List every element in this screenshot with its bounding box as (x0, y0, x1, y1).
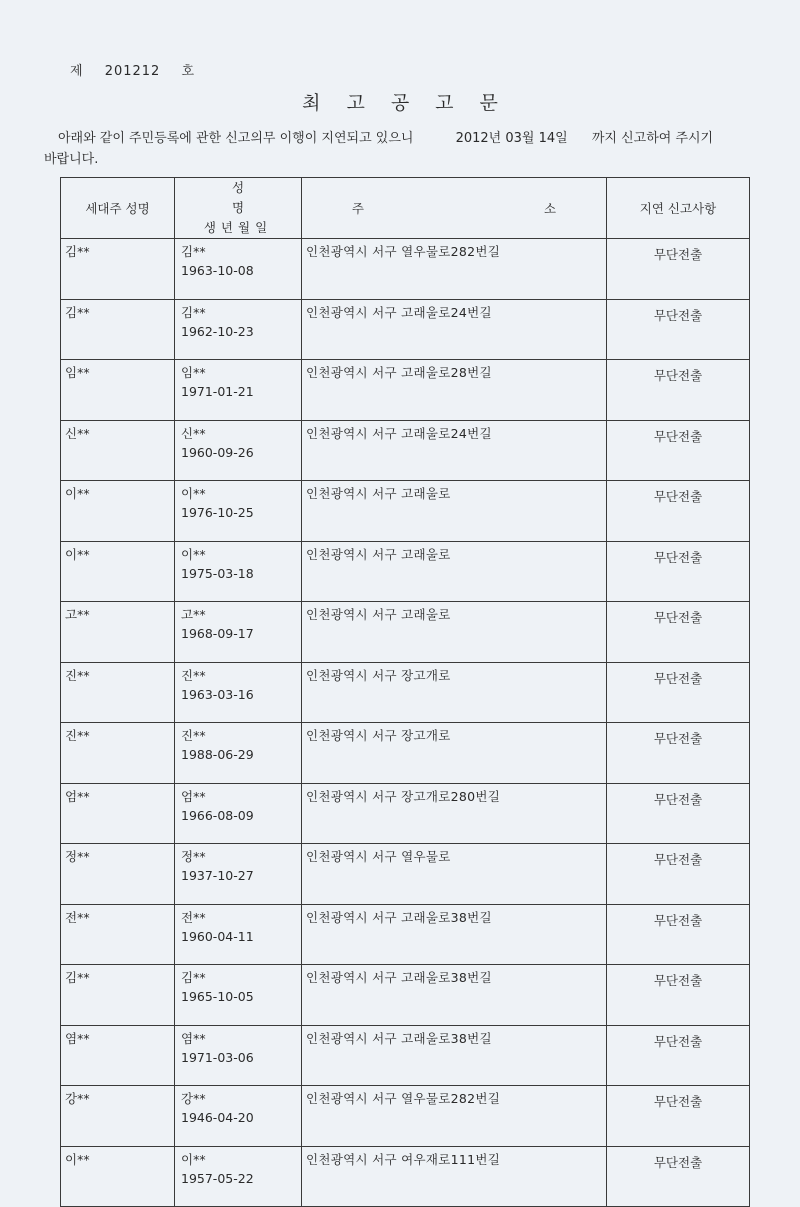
table-row (61, 481, 750, 542)
table-row (61, 1025, 750, 1086)
table-row (61, 541, 750, 602)
cell-head-of-household: 염** (61, 1025, 175, 1086)
cell-item: 무단전출 (607, 904, 750, 965)
cell-address: 인천광역시 서구 고래울로 (302, 541, 607, 602)
cell-name-dob (175, 965, 302, 1026)
cell-name-dob (175, 299, 302, 360)
cell-name: 이** (181, 486, 206, 501)
cell-head-of-household: 강** (61, 1086, 175, 1147)
cell-item: 무단전출 (607, 723, 750, 784)
cell-name-dob (175, 541, 302, 602)
cell-address: 인천광역시 서구 여우재로111번길 (302, 1146, 607, 1207)
table-row (61, 904, 750, 965)
cell-dob: 1960-04-11 (181, 928, 254, 944)
deadline-date: 2012년 03월 14일 (455, 131, 568, 146)
cell-item: 무단전출 (607, 541, 750, 602)
cell-address: 인천광역시 서구 고래울로24번길 (302, 299, 607, 360)
cell-address: 인천광역시 서구 장고개로 (302, 662, 607, 723)
cell-item: 무단전출 (607, 299, 750, 360)
intro-text-2: 까지 신고하여 주시기 (591, 131, 714, 146)
cell-address: 인천광역시 서구 고래울로 (302, 481, 607, 542)
document-number-suffix: 호 (181, 64, 196, 79)
cell-item: 무단전출 (607, 1086, 750, 1147)
table-row (61, 360, 750, 421)
cell-item: 무단전출 (607, 239, 750, 300)
cell-item: 무단전출 (607, 360, 750, 421)
cell-item: 무단전출 (607, 965, 750, 1026)
cell-dob: 1937-10-27 (181, 868, 254, 883)
cell-name: 엄** (181, 788, 206, 804)
header-name-dob (175, 178, 302, 239)
cell-dob: 1963-03-16 (181, 686, 254, 702)
cell-name: 진** (181, 728, 206, 743)
header-address-right: 소 (544, 201, 557, 216)
cell-item: 무단전출 (607, 662, 750, 723)
cell-name: 고** (181, 607, 206, 622)
header-name: 성명 (231, 180, 297, 215)
cell-address: 인천광역시 서구 열우물로282번길 (302, 239, 607, 300)
cell-name: 진** (181, 667, 206, 683)
table-header-row (61, 178, 750, 239)
document-number (70, 60, 195, 79)
cell-name: 김** (181, 970, 206, 985)
cell-item: 무단전출 (607, 420, 750, 481)
cell-dob: 1966-08-09 (181, 807, 254, 823)
header-address-left: 주 (351, 201, 364, 216)
cell-address: 인천광역시 서구 고래울로 (302, 602, 607, 663)
cell-name: 이** (181, 1151, 206, 1167)
cell-head-of-household: 김** (61, 239, 175, 300)
cell-dob: 1946-04-20 (181, 1110, 254, 1125)
cell-dob: 1971-01-21 (181, 384, 254, 399)
table-row (61, 723, 750, 784)
cell-dob: 1988-06-29 (181, 747, 254, 762)
cell-name: 강** (181, 1091, 206, 1106)
cell-head-of-household: 진** (61, 723, 175, 784)
cell-item: 무단전출 (607, 1025, 750, 1086)
cell-dob: 1960-09-26 (181, 444, 254, 460)
cell-name: 전** (181, 909, 206, 925)
table-row (61, 662, 750, 723)
cell-head-of-household: 김** (61, 965, 175, 1026)
cell-head-of-household: 엄** (61, 783, 175, 844)
cell-name: 염** (181, 1030, 206, 1046)
cell-head-of-household: 이** (61, 1146, 175, 1207)
cell-name-dob (175, 844, 302, 905)
cell-dob: 1975-03-18 (181, 565, 254, 581)
cell-address: 인천광역시 서구 장고개로280번길 (302, 783, 607, 844)
cell-address: 인천광역시 서구 고래울로38번길 (302, 965, 607, 1026)
cell-item: 무단전출 (607, 844, 750, 905)
cell-item: 무단전출 (607, 1146, 750, 1207)
cell-name-dob (175, 1146, 302, 1207)
header-dob: 생년월일 (203, 220, 273, 235)
cell-name-dob (175, 602, 302, 663)
cell-dob: 1976-10-25 (181, 505, 254, 520)
header-item: 지연 신고사항 (607, 178, 750, 239)
cell-dob: 1968-09-17 (181, 626, 254, 641)
table-row (61, 844, 750, 905)
cell-head-of-household: 고** (61, 602, 175, 663)
cell-address: 인천광역시 서구 열우물로282번길 (302, 1086, 607, 1147)
table-row (61, 602, 750, 663)
cell-head-of-household: 진** (61, 662, 175, 723)
cell-name: 김** (181, 304, 206, 320)
table-row (61, 239, 750, 300)
table-row (61, 420, 750, 481)
cell-name-dob (175, 420, 302, 481)
header-head-of-household: 세대주 성명 (61, 178, 175, 239)
cell-name-dob (175, 1086, 302, 1147)
cell-address: 인천광역시 서구 고래울로38번길 (302, 904, 607, 965)
cell-address: 인천광역시 서구 열우물로 (302, 844, 607, 905)
cell-head-of-household: 이** (61, 481, 175, 542)
cell-address: 인천광역시 서구 고래울로38번길 (302, 1025, 607, 1086)
cell-address: 인천광역시 서구 고래울로24번길 (302, 420, 607, 481)
cell-name: 임** (181, 365, 206, 380)
cell-item: 무단전출 (607, 783, 750, 844)
cell-head-of-household: 신** (61, 420, 175, 481)
cell-name: 신** (181, 425, 206, 441)
roster-table (60, 177, 750, 1207)
cell-address: 인천광역시 서구 고래울로28번길 (302, 360, 607, 421)
cell-dob: 1963-10-08 (181, 263, 254, 278)
table-row (61, 965, 750, 1026)
cell-dob: 1971-03-06 (181, 1049, 254, 1065)
cell-name-dob (175, 723, 302, 784)
intro-text: 아래와 같이 주민등록에 관한 신고의무 이행이 지연되고 있으니 (58, 131, 414, 146)
cell-name: 김** (181, 244, 206, 259)
intro-text-3: 바랍니다. (44, 152, 99, 167)
table-row (61, 1146, 750, 1207)
cell-head-of-household: 임** (61, 360, 175, 421)
cell-name-dob (175, 1025, 302, 1086)
cell-address: 인천광역시 서구 장고개로 (302, 723, 607, 784)
cell-name-dob (175, 360, 302, 421)
table-row (61, 783, 750, 844)
cell-name-dob (175, 904, 302, 965)
cell-name: 이** (181, 546, 206, 562)
document-number-value: 201212 (104, 64, 161, 79)
cell-item: 무단전출 (607, 602, 750, 663)
cell-dob: 1962-10-23 (181, 323, 254, 339)
cell-name: 정** (181, 849, 206, 864)
cell-dob: 1965-10-05 (181, 989, 254, 1004)
header-address (302, 178, 607, 239)
cell-item: 무단전출 (607, 481, 750, 542)
cell-name-dob (175, 239, 302, 300)
cell-head-of-household: 정** (61, 844, 175, 905)
cell-dob: 1957-05-22 (181, 1170, 254, 1186)
intro-paragraph (44, 128, 764, 170)
cell-name-dob (175, 783, 302, 844)
page-title: 최고공고문 (302, 92, 524, 114)
table-row (61, 299, 750, 360)
cell-head-of-household: 이** (61, 541, 175, 602)
document-number-prefix: 제 (70, 64, 84, 79)
cell-head-of-household: 김** (61, 299, 175, 360)
cell-head-of-household: 전** (61, 904, 175, 965)
table-row (61, 1086, 750, 1147)
cell-name-dob (175, 481, 302, 542)
cell-name-dob (175, 662, 302, 723)
